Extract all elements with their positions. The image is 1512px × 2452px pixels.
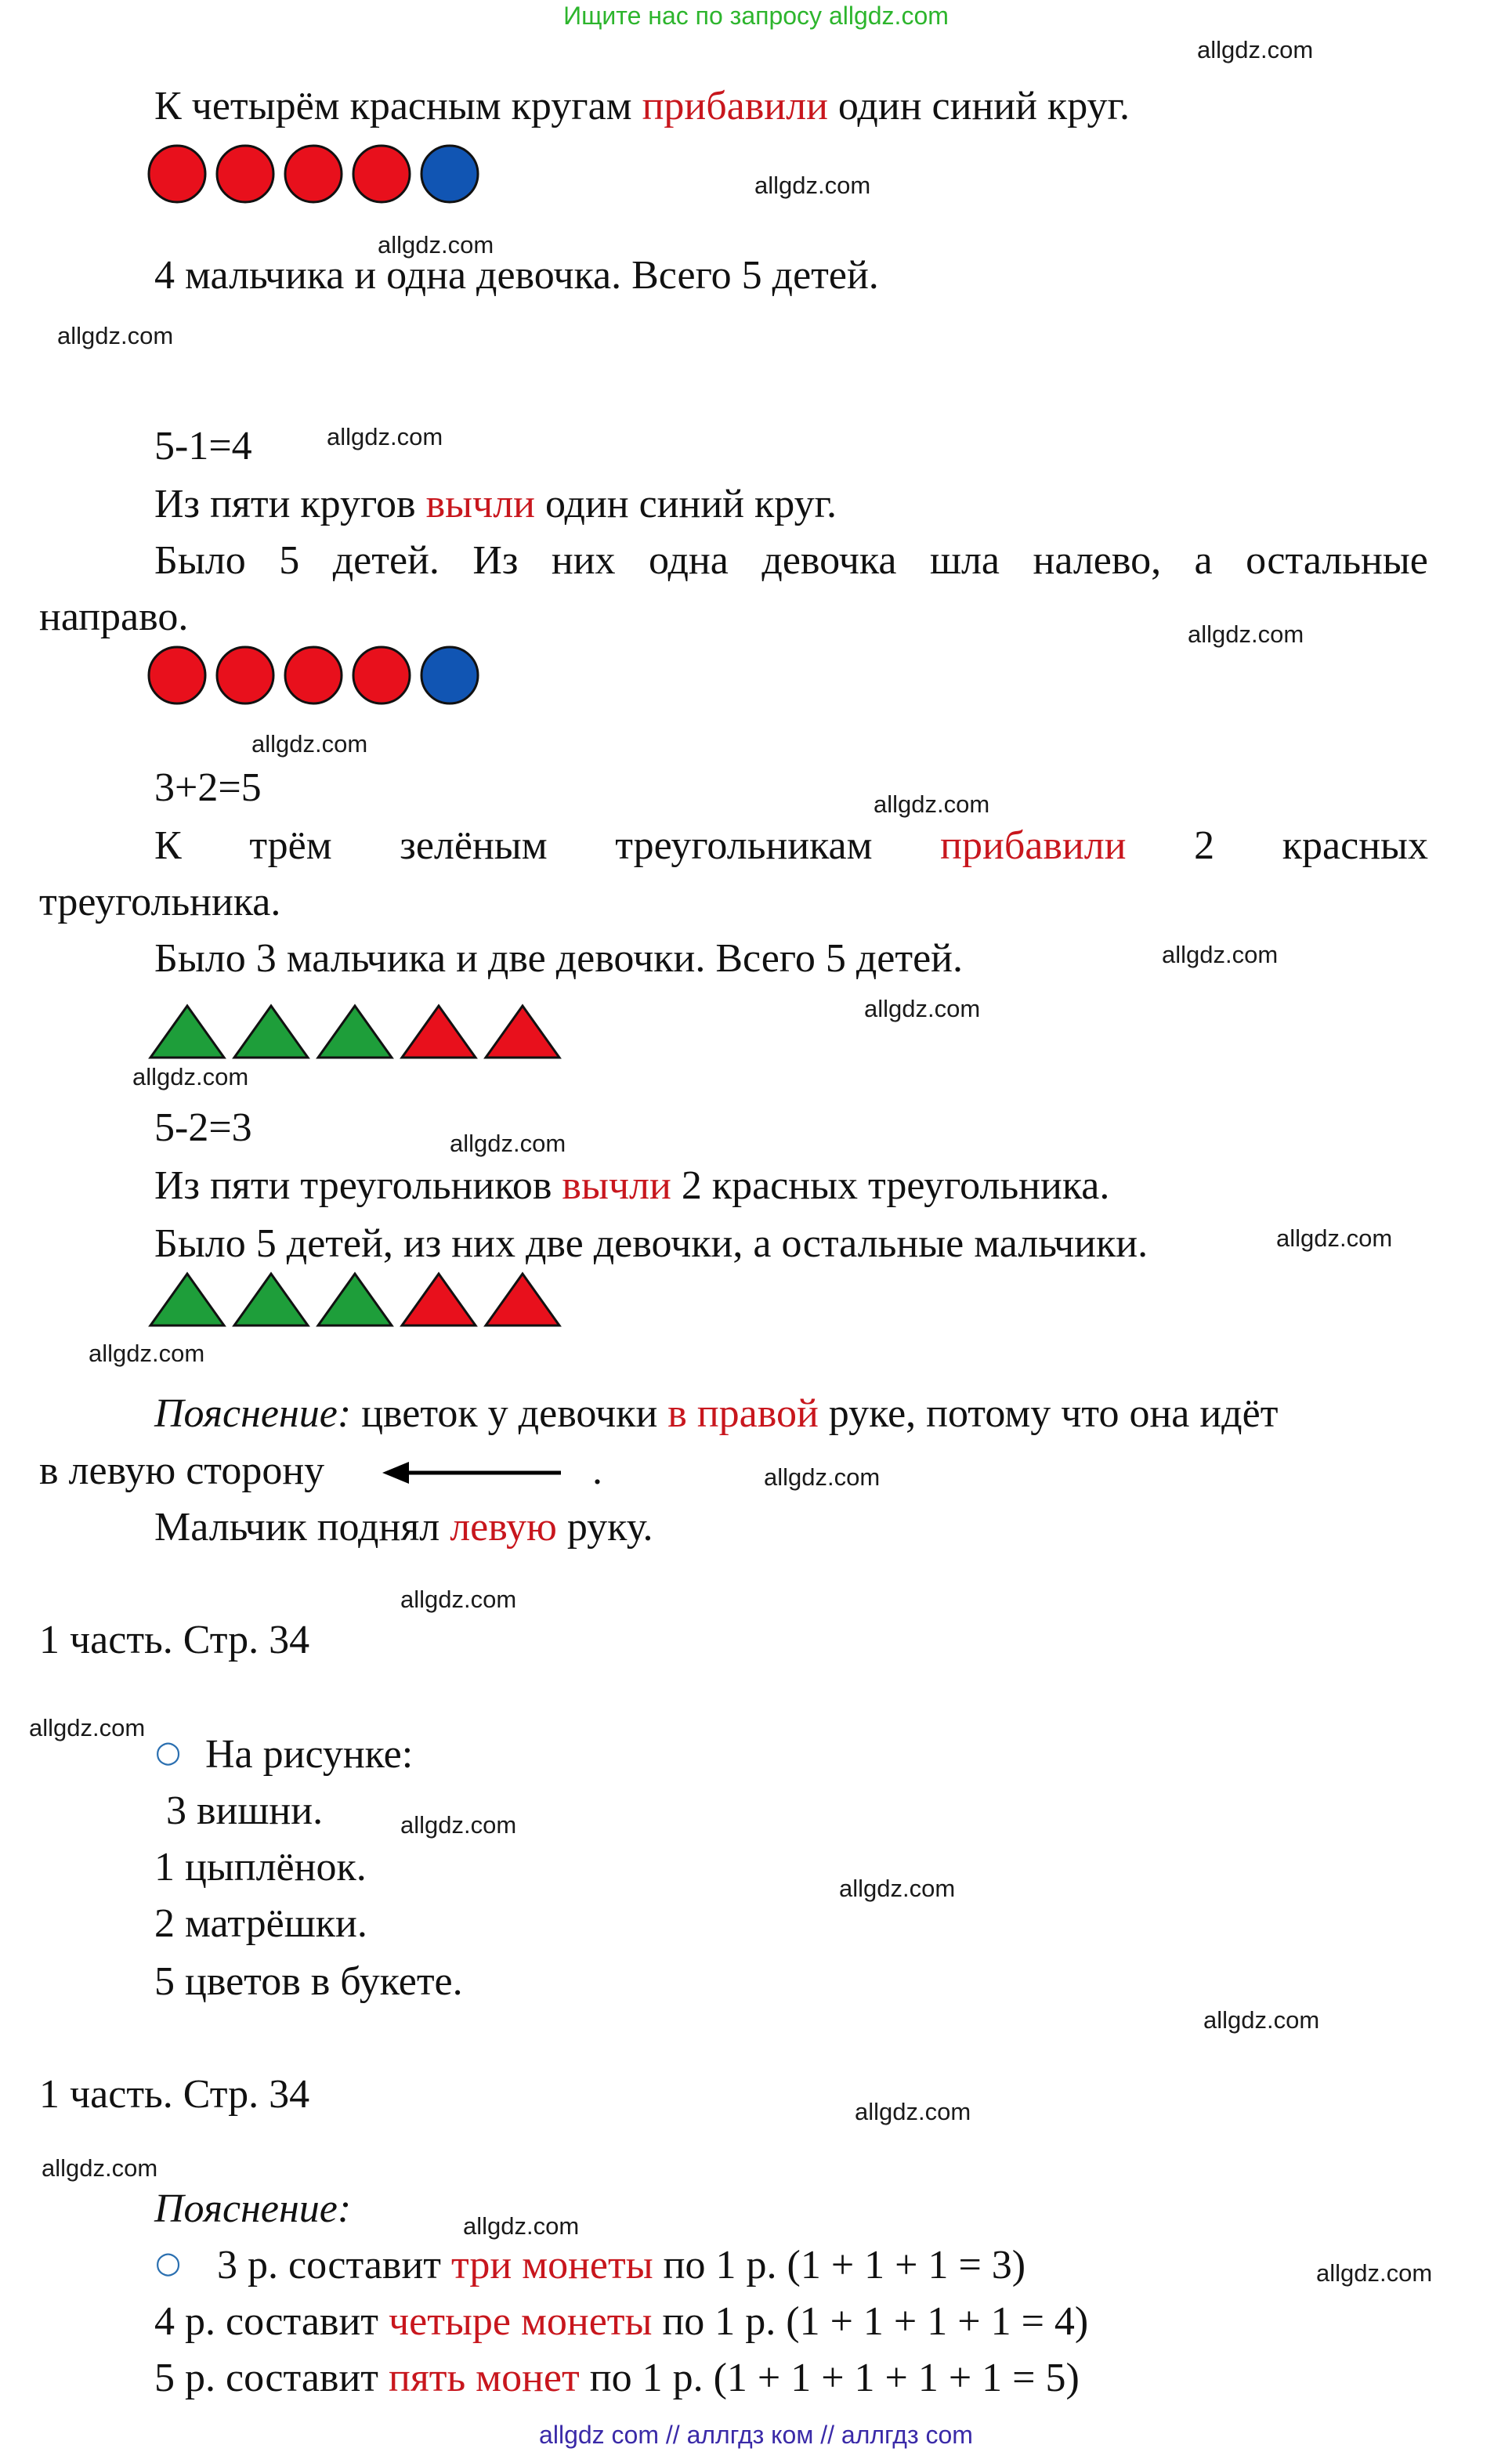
word: прибавили: [940, 823, 1127, 868]
red-triangle: [486, 1006, 559, 1058]
s1-kids: 4 мальчика и одна девочка. Всего 5 детей.: [154, 253, 879, 298]
s2-kids-line-2: направо.: [39, 595, 189, 639]
watermark: allgdz.com: [839, 1875, 956, 1902]
watermark: allgdz.com: [378, 231, 494, 259]
watermark: allgdz.com: [29, 1714, 146, 1741]
red-triangle: [402, 1274, 476, 1325]
word: треугольникам: [615, 823, 873, 868]
red-circle: [217, 647, 273, 703]
word: а: [1194, 538, 1213, 583]
s2-kids-line-1: [154, 537, 1428, 584]
search-hint-banner[interactable]: Ищите нас по запросу allgdz.com: [563, 2, 949, 30]
bullet-icon: ○: [155, 1734, 182, 1769]
blue-circle: [421, 146, 478, 202]
s2-equation: 5-1=4: [154, 424, 252, 468]
s6-item: 5 цветов в букете.: [154, 1959, 463, 2004]
watermark: allgdz.com: [327, 423, 443, 450]
red-triangle: [486, 1274, 559, 1325]
red-circle: [353, 647, 410, 703]
green-triangle: [318, 1274, 392, 1325]
red-circle: [149, 647, 205, 703]
word: детей.: [332, 538, 439, 583]
word: зелёным: [400, 823, 548, 868]
s3-sentence-line-1: [154, 823, 1428, 870]
s4-sentence: Из пяти треугольников вычли 2 красных треугольника.: [154, 1163, 1110, 1208]
watermark: allgdz.com: [132, 1063, 249, 1090]
watermark: allgdz.com: [89, 1340, 205, 1367]
watermark: allgdz.com: [42, 2154, 158, 2182]
s5-dot: .: [592, 1448, 602, 1493]
s4-kids: Было 5 детей, из них две девочки, а остальные мальчики.: [154, 1221, 1148, 1266]
watermark: allgdz.com: [1203, 2006, 1320, 2034]
word: К: [154, 823, 182, 868]
word: остальные: [1246, 538, 1428, 583]
footer-links[interactable]: allgdz com // аллгдз ком // аллгдз com: [539, 2421, 973, 2449]
watermark: allgdz.com: [251, 730, 368, 758]
word: 5: [279, 538, 300, 583]
s6-item: 1 цыплёнок.: [154, 1845, 367, 1890]
watermark: allgdz.com: [864, 995, 981, 1022]
word: красных: [1282, 823, 1428, 868]
red-circle: [217, 146, 273, 202]
word: шла: [929, 538, 1000, 583]
green-triangle: [150, 1006, 224, 1058]
watermark: allgdz.com: [450, 1130, 566, 1157]
s6-item: 2 матрёшки.: [154, 1901, 367, 1946]
red-triangle: [402, 1006, 476, 1058]
watermark: allgdz.com: [764, 1463, 881, 1491]
s3-equation: 3+2=5: [154, 765, 262, 810]
watermark: allgdz.com: [1316, 2259, 1433, 2287]
green-triangle: [234, 1274, 308, 1325]
s7-title: 1 часть. Стр. 34: [39, 2072, 310, 2117]
green-triangle: [150, 1274, 224, 1325]
green-triangle: [234, 1006, 308, 1058]
s7-row-1: 3 р. составит три монеты по 1 р. (1 + 1 + 1 = 3): [217, 2243, 1026, 2287]
word: девочка: [761, 538, 897, 583]
s5-line-3: Мальчик поднял левую руку.: [154, 1505, 653, 1550]
s3-kids: Было 3 мальчика и две девочки. Всего 5 детей.: [154, 936, 964, 981]
word: одна: [649, 538, 729, 583]
red-circle: [285, 647, 342, 703]
green-triangle: [318, 1006, 392, 1058]
s5-line-1: Пояснение: цветок у девочки в правой руке, потому что она идёт: [154, 1391, 1279, 1436]
watermark: allgdz.com: [874, 790, 990, 818]
s6-item: 3 вишни.: [166, 1788, 324, 1833]
watermark: allgdz.com: [463, 2212, 580, 2240]
s2-sentence: Из пяти кругов вычли один синий круг.: [154, 482, 837, 526]
watermark: allgdz.com: [400, 1586, 517, 1613]
s7-row-2: 4 р. составит четыре монеты по 1 р. (1 + 1 + 1 + 1 = 4): [154, 2299, 1089, 2344]
red-circle: [149, 146, 205, 202]
watermark: allgdz.com: [754, 172, 871, 199]
word: Из: [472, 538, 519, 583]
s5-line-2: в левую сторону: [39, 1448, 325, 1493]
word: Было: [154, 538, 246, 583]
left-arrow-icon: [382, 1459, 564, 1487]
word: налево,: [1033, 538, 1162, 583]
word: 2: [1194, 823, 1215, 868]
triangles-row-2: [143, 1269, 581, 1332]
watermark: allgdz.com: [1188, 620, 1304, 648]
s1-sentence: К четырём красным кругам прибавили один синий круг.: [154, 84, 1130, 128]
red-circle: [285, 146, 342, 202]
word: трём: [249, 823, 332, 868]
triangles-row-1: [143, 1001, 581, 1064]
s4-equation: 5-2=3: [154, 1105, 252, 1150]
watermark: allgdz.com: [1276, 1224, 1393, 1252]
s6-lead: На рисунке:: [205, 1732, 414, 1777]
watermark: allgdz.com: [57, 322, 174, 349]
s7-row-3: 5 р. составит пять монет по 1 р. (1 + 1 + 1 + 1 + 1 = 5): [154, 2356, 1080, 2400]
red-circle: [353, 146, 410, 202]
circles-row-1: [143, 139, 503, 210]
watermark: allgdz.com: [1197, 36, 1314, 63]
watermark: allgdz.com: [400, 1811, 517, 1839]
watermark: allgdz.com: [855, 2098, 971, 2125]
watermark: allgdz.com: [1162, 941, 1279, 968]
blue-circle: [421, 647, 478, 703]
word: них: [551, 538, 616, 583]
bullet-icon: ○: [155, 2245, 182, 2280]
s7-label: Пояснение:: [154, 2186, 352, 2231]
s6-title: 1 часть. Стр. 34: [39, 1618, 310, 1662]
circles-row-2: [143, 641, 503, 711]
s3-sentence-line-2: треугольника.: [39, 880, 281, 924]
